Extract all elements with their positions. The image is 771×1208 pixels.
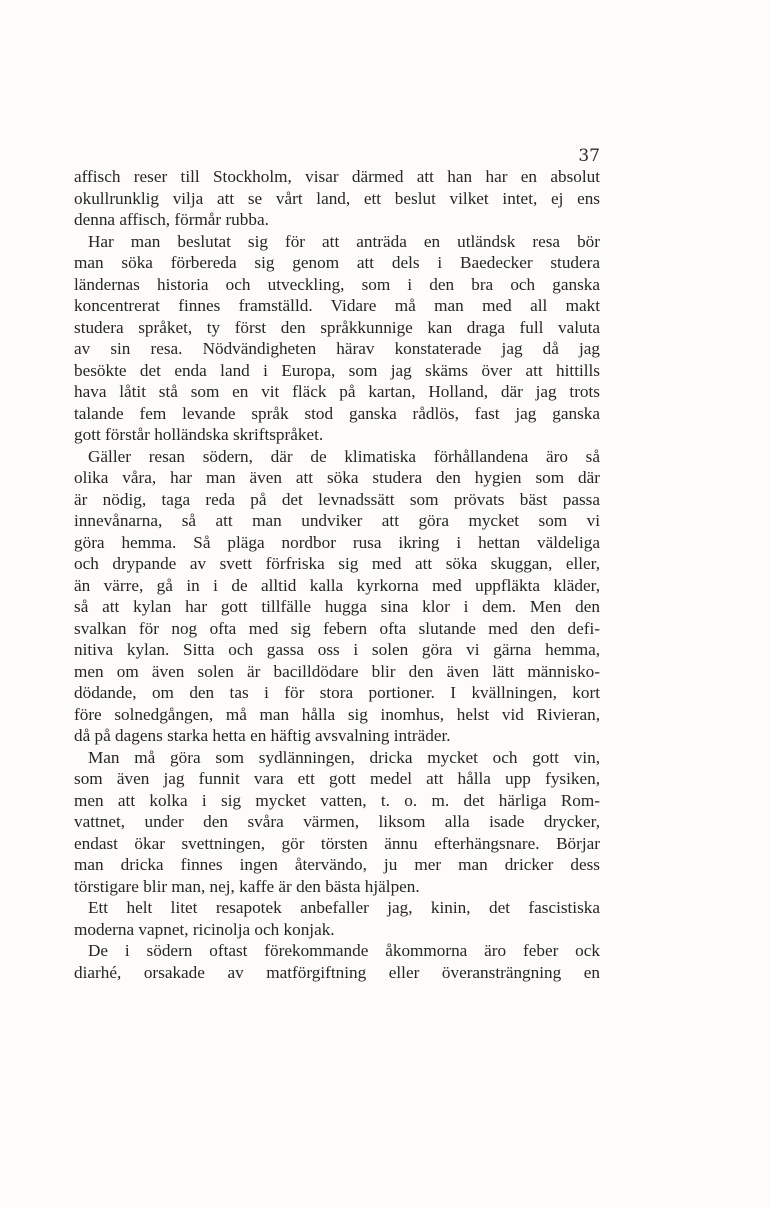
- text-line: hava låtit stå som en vit fläck på kartan, Holland, där jag trots: [74, 382, 600, 401]
- text-line: törstigare blir man, nej, kaffe är den bästa hjälpen.: [74, 876, 420, 896]
- text-line: Gäller resan södern, där de klimatiska förhållandena äro så: [88, 446, 600, 466]
- text-line: studera språket, ty först den språkkunnige kan draga full valuta: [74, 317, 600, 337]
- text-line: nitiva kylan. Sitta och gassa oss i solen göra vi gärna hemma,: [74, 640, 600, 659]
- text-line: dödande, om den tas i för stora portioner. I kvällningen, kort: [74, 683, 600, 702]
- text-line: talande fem levande språk stod ganska rådlös, fast jag ganska: [74, 403, 600, 423]
- text-line: affisch reser till Stockholm, visar därmed att han har en absolut: [74, 167, 600, 186]
- text-line: men att kolka i sig mycket vatten, t. o. m. det härliga Rom-: [74, 790, 600, 810]
- text-line: denna affisch, förmår rubba.: [74, 210, 269, 229]
- text-line: ländernas historia och utveckling, som i den bra och ganska: [74, 274, 600, 294]
- text-line: endast ökar svettningen, gör törsten ännu efterhängsnare. Börjar: [74, 833, 600, 853]
- text-line: Ett helt litet resapotek anbefaller jag, kinin, det fascistiska: [88, 898, 600, 917]
- text-line: Har man beslutat sig för att anträda en utländsk resa bör: [88, 231, 600, 251]
- text-line: man dricka finnes ingen återvändo, ju mer man dricker dess: [74, 855, 600, 874]
- text-line: och drypande av svett förfriska sig med att söka skuggan, eller,: [74, 554, 600, 573]
- text-line: besökte det enda land i Europa, som jag skäms över att hittills: [74, 360, 600, 380]
- text-line: koncentrerat finnes framställd. Vidare må man med all makt: [74, 296, 600, 315]
- text-line: vattnet, under den svåra värmen, liksom alla isade drycker,: [74, 812, 600, 831]
- text-line: då på dagens starka hetta en häftig avsvalning inträder.: [74, 726, 451, 745]
- text-line: moderna vapnet, ricinolja och konjak.: [74, 919, 335, 939]
- text-line: innevånarna, så att man undviker att göra mycket som vi: [74, 511, 600, 530]
- text-line: av sin resa. Nödvändigheten härav konstaterade jag då jag: [74, 339, 600, 358]
- text-line: svalkan för nog ofta med sig febern ofta slutande med den defi-: [74, 618, 600, 638]
- text-line: som även jag funnit vara ett gott medel att hålla upp fysiken,: [74, 769, 600, 788]
- text-line: Man må göra som sydlänningen, dricka mycket och gott vin,: [88, 747, 600, 767]
- text-line: De i södern oftast förekommande åkommorna äro feber ock: [88, 941, 600, 960]
- text-line: men om även solen är bacilldödare blir den även lätt människo-: [74, 661, 600, 681]
- text-line: före solnedgången, må man hålla sig inomhus, helst vid Rivieran,: [74, 704, 600, 724]
- text-line: diarhé, orsakade av matförgiftning eller överansträngning en: [74, 962, 600, 982]
- text-line: göra hemma. Så pläga nordbor rusa ikring i hettan väldeliga: [74, 532, 600, 552]
- text-line: man söka förbereda sig genom att dels i Baedecker studera: [74, 253, 600, 272]
- text-line: än värre, gå in i de alltid kalla kyrkorna med uppfläkta kläder,: [74, 575, 600, 595]
- text-line: olika våra, har man även att söka studera den hygien som där: [74, 468, 600, 487]
- text-line: är nödig, taga reda på det levnadssätt som prövats bäst passa: [74, 489, 600, 509]
- text-line: så att kylan har gott tillfälle hugga sina klor i dem. Men den: [74, 597, 600, 616]
- text-line: gott förstår holländska skriftspråket.: [74, 425, 324, 444]
- body-text: [74, 166, 600, 983]
- text-line: okullrunklig vilja att se vårt land, ett beslut vilket intet, ej ens: [74, 188, 600, 208]
- page-number: 37: [578, 146, 600, 166]
